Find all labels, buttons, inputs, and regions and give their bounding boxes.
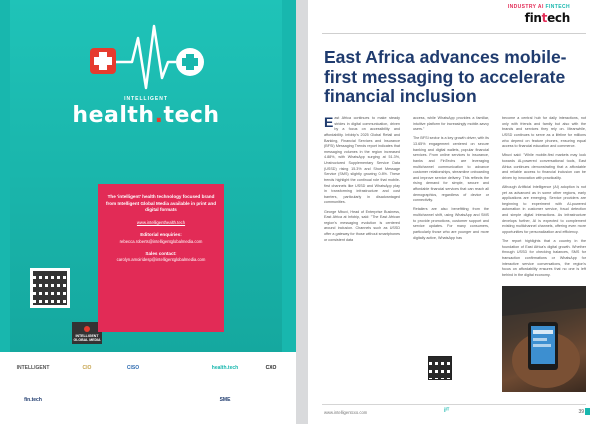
article-photo-mobile-phone — [502, 286, 586, 392]
brand-logo — [158, 358, 200, 378]
sales-email[interactable]: carolyn.amoiridesp@intelligentglobalmedia.com — [116, 257, 206, 263]
brand-logo: CISO — [126, 365, 140, 371]
brand-logo: CXO — [265, 365, 277, 371]
article-column-3 — [502, 116, 586, 282]
health-tech-logo-graphic — [72, 18, 222, 108]
paragraph: ast Africa continues to make steady strides in digital communication, driven by a focus on accessibility and affordability. Infobip's 2025 Global Retail and Banking, Financial Services and Insurance (BFSI) Messaging Trends report indicates that messaging volumes in the region increased 4.88%, with WhatsApp surging at 51.3%, Unstructured Supplementary Service Data (USSD) rising 15.3% and Short Message Service (SMS) slightly growing 0.8%. These trends highlight the continual role that mobile-first channels like USSD and WhatsApp play in transforming infrastructure and cost barriers, particularly in disadvantaged communities. — [324, 116, 400, 205]
drop-cap: E — [324, 114, 334, 130]
brand-logo — [250, 390, 292, 410]
brand-logo-strip — [0, 352, 296, 424]
article-column-1 — [324, 116, 400, 247]
brand-logo: health.tech — [211, 365, 239, 371]
paragraph: Retailers are also benefitting from the multichannel shift, using WhatsApp and SMS to provide promotions, customer support and service updates. For many consumers, particularly those who are younger and more digitally active, WhatsApp has — [413, 207, 489, 240]
sales-label: Sales contact: — [145, 250, 177, 256]
divider — [322, 33, 586, 34]
footer-mini-logo: iᴵᵀ — [444, 408, 450, 414]
advert-info-box — [98, 184, 224, 332]
editorial-label: Editorial enquiries: — [140, 232, 182, 238]
heartbeat-icon — [72, 18, 222, 108]
phone-in-hand-image — [502, 286, 586, 392]
brand-logo — [66, 390, 108, 410]
article-headline: East Africa advances mobile-first messaging to accelerate financial inclusion — [324, 47, 567, 107]
wordmark-small: INTELLIGENT — [124, 96, 168, 102]
section-kicker: INDUSTRY AI FINTECH — [507, 4, 570, 10]
advert-lead: The 'intelligent' health technology focused brand from Intelligent Global Media available in print and digital formats — [105, 194, 216, 213]
paragraph: George Mbuvi, Head of Enterprise Business, East Africa at Infobip, said: "The East African region's messaging evolution is centered around inclusion. Channels such as USSD offer a gateway for those without smartphones or consistent data — [324, 209, 400, 242]
divider — [322, 404, 586, 405]
editorial-email[interactable]: rebecca.roberts@intelligentglobalmedia.com — [119, 238, 203, 244]
brand-logo: CIO — [82, 365, 92, 371]
paragraph: become a central hub for daily interactions, not only with friends and family but also with the brands and services they rely on. Meanwhile, USSD continues to serve as a lifeline for millions who depend on feature phones, ensuring equal access to financial education and commerce. — [502, 116, 586, 149]
wordmark-big: health.tech — [72, 103, 220, 128]
intelligent-global-media-badge: INTELLIGENT GLOBAL MEDIA — [72, 322, 102, 344]
right-page-article — [308, 0, 600, 424]
article-column-2 — [413, 116, 489, 245]
brand-logo — [158, 390, 200, 410]
brand-logo: INTELLIGENT — [16, 365, 50, 371]
paragraph: access, while WhatsApp provides a familiar, intuitive platform for increasingly mobile-savvy users." — [413, 116, 489, 132]
left-page-advert — [0, 0, 296, 424]
footer-url[interactable]: www.intelligentcxo.com — [324, 410, 368, 415]
page-tab-icon — [585, 408, 590, 415]
fintech-logo: fintech — [524, 11, 570, 25]
brand-logo — [112, 390, 154, 410]
qr-code[interactable] — [30, 268, 70, 308]
brand-logo: SME — [219, 397, 231, 403]
section-header — [308, 0, 600, 26]
paragraph: The report highlights that a country in the foundation of East Africa's digital growth. Whether through USSD for checking balances, SMS for transaction confirmations or WhatsApp for interactive service conversations, the region's focus on affordability ensures that no one is left behind in the digital economy. — [502, 239, 586, 277]
paragraph: Mbuvi said: "While mobile-first markets may look towards AI-powered conversational tools, East Africa continues demonstrating that a affordable and reliable access to financial inclusion can be driven by innovation with practicality. — [502, 153, 586, 180]
page-number: 39 — [578, 409, 584, 415]
health-tech-wordmark — [50, 96, 242, 128]
qr-code[interactable] — [428, 356, 452, 380]
advert-url[interactable]: www.intelligenthealth.tech — [136, 219, 186, 225]
paragraph: The BFSI sector is a key growth driver, with its 13.65% engagement centered on secure banking and digital wallets, popular financial services. From online services to insurance, banks and FinTechs are leveraging multichannel communication to advance customer relationships, streamline onboarding and improve service delivery. This reflects the rising demand for simple, secure and affordable financial services that can reach all demographics, regardless of device or connectivity. — [413, 136, 489, 203]
paragraph: Although Artificial Intelligence (AI) adoption is not yet as advanced as in some other regions, early applications are emerging. Service providers are beginning to experiment with AI-powered automation in customer service, fraud detection and simple digital interactions. As infrastructure develops further, AI is expected to complement existing multichannel channels, offering even more opportunities for personalization and efficiency. — [502, 184, 586, 234]
brand-logo: fin.tech — [24, 397, 42, 403]
